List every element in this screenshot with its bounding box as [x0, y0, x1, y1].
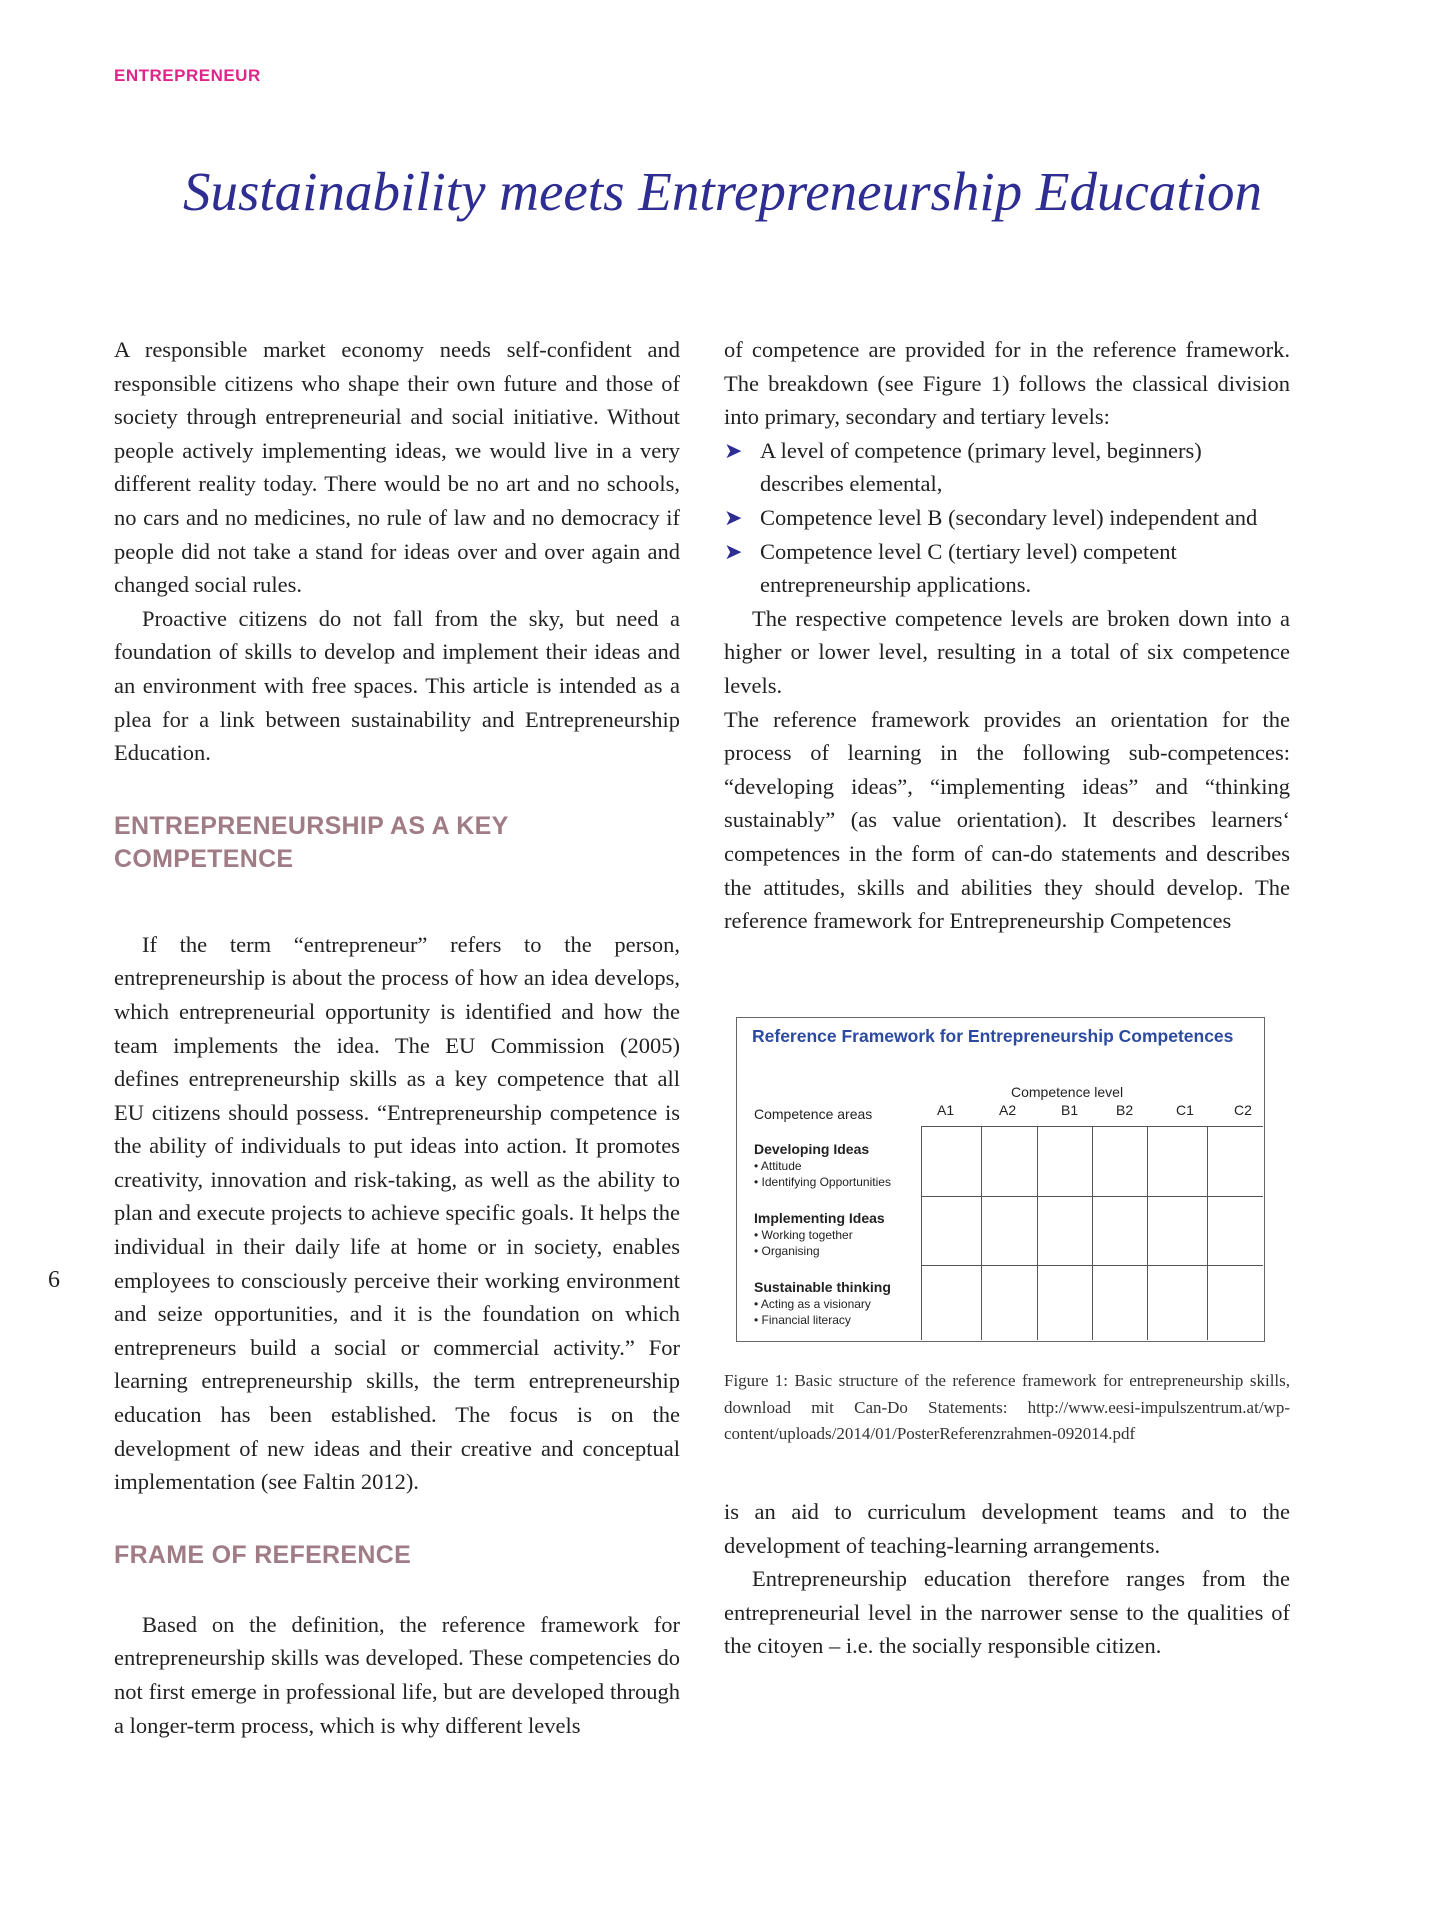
arrow-bullet-icon: ➤	[724, 437, 743, 463]
grid-line	[921, 1265, 1263, 1266]
competence-level-list	[724, 434, 1290, 602]
area-item: • Acting as a visionary	[754, 1297, 871, 1311]
area-sustainable-thinking: Sustainable thinking	[754, 1279, 891, 1295]
arrow-bullet-icon: ➤	[724, 504, 743, 530]
level-column-header: A1	[937, 1102, 955, 1118]
page-number: 6	[48, 1267, 60, 1293]
grid-line	[1207, 1126, 1208, 1340]
left-column	[114, 333, 680, 1742]
right-column-continued	[724, 1495, 1290, 1663]
area-implementing-ideas: Implementing Ideas	[754, 1210, 885, 1226]
right-column	[724, 333, 1290, 938]
section-heading-frame-of-reference: FRAME OF REFERENCE	[114, 1540, 412, 1569]
level-column-header: C2	[1234, 1102, 1252, 1118]
six-levels-paragraph: The respective competence levels are broken down into a higher or lower level, resulting in a total of six competence levels.	[724, 605, 1290, 698]
grid-line	[981, 1126, 982, 1340]
grid-line	[1147, 1126, 1148, 1340]
intro-paragraph-2: Proactive citizens do not fall from the sky, but need a foundation of skills to develop and implement their ideas and an environment with free spaces. This article is intended as a plea for a link between sustainability and Entrepreneurship Education.	[114, 605, 680, 766]
figure-title: Reference Framework for Entrepreneurship Competences	[752, 1026, 1234, 1046]
list-item: ➤ Competence level B (secondary level) independent and	[724, 501, 1290, 535]
competence-level-label: Competence level	[1011, 1084, 1124, 1100]
area-item: • Organising	[754, 1244, 820, 1258]
key-competence-paragraph: If the term “entrepreneur” refers to the person, entrepreneurship is about the process of how an idea develops, which entrepreneurial opportunity is identified and how the team implements the idea. The EU Commission (2005) defines entrepreneurship skills as a key competence that all EU citizens should possess. “Entrepreneurship competence is the ability of individuals to put ideas into action. It promotes creativity, innovation and risk-taking, as well as the ability to plan and execute projects to achieve specific goals. It helps the individual in their daily life at home or in society, enables employees to consciously perceive their working environment and seize opportunities, and it is the foundation on which entrepreneurs build a social or commercial activity.” For learning entrepreneurship skills, the term entrepreneurship education has been established. The focus is on the development of new ideas and their creative and conceptual implementation (see Faltin 2012).	[114, 931, 680, 1495]
citoyen-paragraph: Entrepreneurship education therefore ranges from the entrepreneurial level in the narrower sense to the qualities of the citoyen – i.e. the socially responsible citizen.	[724, 1566, 1290, 1659]
orientation-paragraph: The reference framework provides an orientation for the process of learning in the following sub-competences: “developing ideas”, “implementing ideas” and “thinking sustainably” (as value orientation). It describes learners‘ competences in the form of can-do statements and describes the attitudes, skills and abilities they should develop. The reference framework for Entrepreneurship Competences	[724, 706, 1290, 934]
competence-grid	[921, 1126, 1263, 1340]
area-item: • Working together	[754, 1228, 853, 1242]
level-column-header: C1	[1176, 1102, 1194, 1118]
grid-line	[921, 1196, 1263, 1197]
area-item: • Identifying Opportunities	[754, 1175, 891, 1189]
intro-paragraph: A responsible market economy needs self-confident and responsible citizens who shape their own future and those of society through entrepreneurial and social initiative. Without people actively implementing ideas, we would live in a very different reality today. There would be no art and no schools, no cars and no medicines, no rule of law and no democracy if people did not take a stand for ideas over and over again and changed social rules.	[114, 337, 680, 598]
grid-line	[1037, 1126, 1038, 1340]
level-column-header: B2	[1116, 1102, 1134, 1118]
grid-line	[921, 1126, 922, 1340]
level-column-header: B1	[1061, 1102, 1079, 1118]
reference-framework-figure	[736, 1017, 1265, 1342]
level-column-header: A2	[999, 1102, 1017, 1118]
levels-paragraph: of competence are provided for in the reference framework. The breakdown (see Figure 1) follows the classical division into primary, secondary and tertiary levels:	[724, 337, 1290, 430]
curriculum-paragraph: is an aid to curriculum development teams and to the development of teaching-learning arrangements.	[724, 1499, 1290, 1558]
list-item: ➤ Competence level C (tertiary level) competent entrepreneurship applications.	[724, 535, 1290, 602]
area-item: • Attitude	[754, 1159, 802, 1173]
arrow-bullet-icon: ➤	[724, 538, 743, 564]
grid-line	[921, 1126, 1263, 1127]
section-heading-key-competence: ENTREPRENEURSHIP AS A KEY COMPETENCE	[114, 811, 509, 873]
section-tag: ENTREPRENEUR	[114, 66, 261, 85]
list-item: ➤ A level of competence (primary level, beginners) describes elemental,	[724, 434, 1290, 501]
page-title: Sustainability meets Entrepreneurship Education	[183, 161, 1262, 222]
frame-of-reference-paragraph: Based on the definition, the reference framework for entrepreneurship skills was developed. These competencies do not first emerge in professional life, but are developed through a longer-term process, which is why different levels	[114, 1611, 680, 1738]
area-item: • Financial literacy	[754, 1313, 851, 1327]
figure-caption: Figure 1: Basic structure of the reference framework for entrepreneurship skills, download mit Can-Do Statements: http://www.eesi-impulszentrum.at/wp-content/uploads/2014/01/PosterReferenzrahmen-092014.pdf	[724, 1371, 1290, 1443]
grid-line	[1092, 1126, 1093, 1340]
area-developing-ideas: Developing Ideas	[754, 1141, 870, 1157]
competence-areas-label: Competence areas	[754, 1106, 873, 1122]
